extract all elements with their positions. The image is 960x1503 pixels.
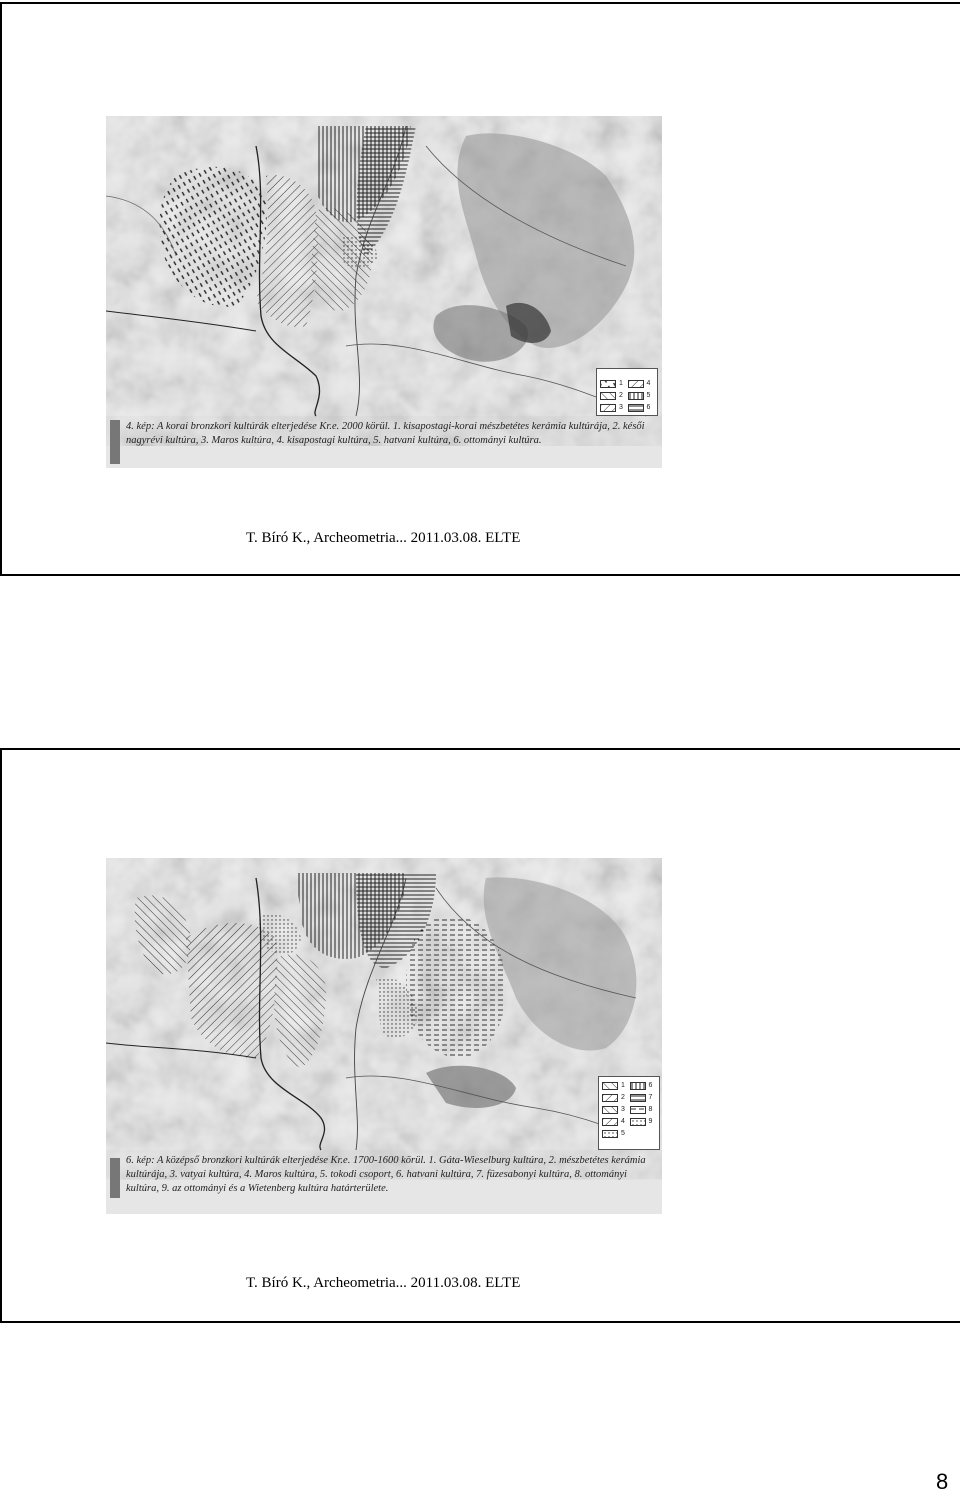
legend-item: 2 — [600, 391, 628, 400]
slide-1 — [0, 2, 960, 576]
map-scan-2 — [106, 858, 662, 1214]
legend-item: 2 — [602, 1093, 630, 1102]
legend-item: 4 — [602, 1117, 630, 1126]
legend-item: 1 — [602, 1081, 630, 1090]
map-legend — [596, 368, 658, 416]
legend-item: 6 — [630, 1081, 658, 1090]
figure-caption: 4. kép: A korai bronzkori kultúrák elterjedése Kr.e. 2000 körül. 1. kisapostagi-korai mészbetétes kerámia kultúrája, 2. késői nagyrévi kultúra, 3. Maros kultúra, 4. kisapostagi kultúra, 5. hatvani kultúra, 6. ottományi kultúra. — [126, 421, 645, 446]
map-scan-1 — [106, 116, 662, 468]
slide-footer: T. Bíró K., Archeometria... 2011.03.08. ELTE — [246, 1275, 521, 1291]
slide-2 — [0, 748, 960, 1323]
slide-footer: T. Bíró K., Archeometria... 2011.03.08. ELTE — [246, 530, 521, 546]
legend-item: 4 — [628, 379, 656, 388]
caption-bar — [110, 420, 120, 464]
page-number: 8 — [936, 1469, 949, 1494]
bronze-age-map-1 — [106, 116, 662, 468]
legend-item: 6 — [628, 403, 656, 412]
figure-caption: 6. kép: A középső bronzkori kultúrák elterjedése Kr.e. 1700-1600 körül. 1. Gáta-Wieselburg kultúra, 2. mészbetétes kerámia kultúrája, 3. vatyai kultúra, 4. Maros kultúra, 5. tokodi csoport, 6. hatvani kultúra, 7. füzesabonyi kultúra, 8. ottományi kultúra, 9. az ottományi és a Wietenberg kultúra határterülete. — [126, 1155, 646, 1194]
legend-item: 5 — [602, 1129, 630, 1138]
legend-item: 9 — [630, 1117, 658, 1126]
caption-bar — [110, 1158, 120, 1198]
legend-item: 1 — [600, 379, 628, 388]
map-legend — [598, 1076, 660, 1150]
legend-item: 8 — [630, 1105, 658, 1114]
legend-item: 3 — [600, 403, 628, 412]
legend-item: 7 — [630, 1093, 658, 1102]
legend-item: 3 — [602, 1105, 630, 1114]
legend-item: 5 — [628, 391, 656, 400]
